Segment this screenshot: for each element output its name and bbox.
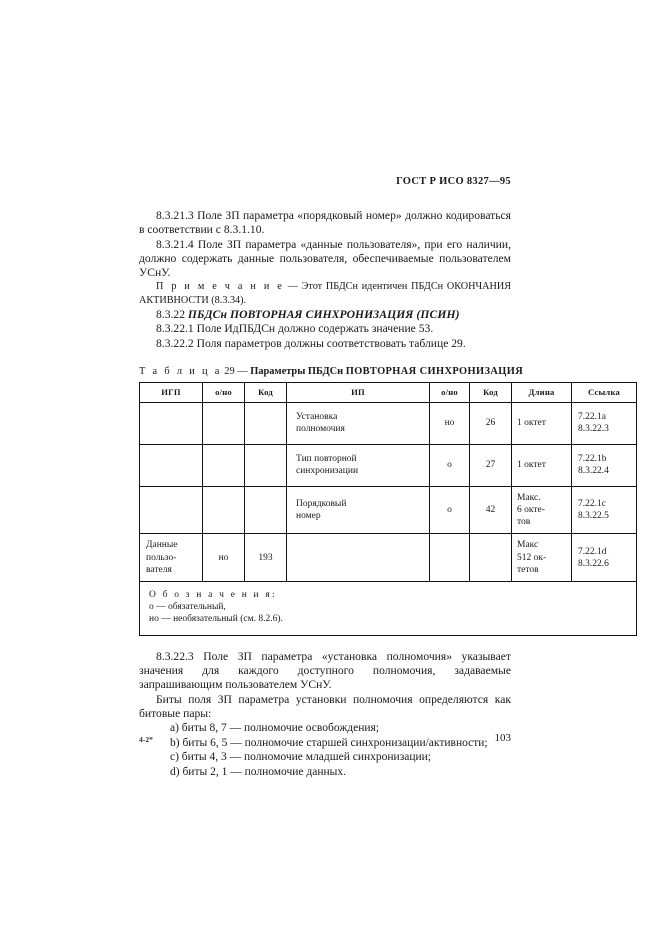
cell-line: вателя [146, 564, 172, 575]
cell-ip [287, 444, 430, 486]
cell-igp [140, 486, 203, 534]
page-footer [139, 732, 511, 749]
cell-ip-ono [430, 534, 470, 582]
clause-heading-8-3-22 [139, 308, 511, 323]
cell-line: Тип повторной [296, 454, 357, 465]
cell-reference [572, 444, 637, 486]
cell-ip [287, 534, 430, 582]
cell-igp [140, 444, 203, 486]
cell-line: 512 ок- [517, 552, 547, 563]
column-header-igp-ono: о/но [203, 382, 245, 402]
column-header-length: Длина [512, 382, 572, 402]
column-header-igp: ИГП [140, 382, 203, 402]
cell-line: Данные [146, 540, 178, 551]
table-caption-label: Т а б л и ц а [139, 365, 222, 377]
cell-ip-ono: о [430, 444, 470, 486]
cell-line: полномочия [296, 424, 345, 435]
table-legend-row [140, 582, 637, 636]
paragraph-8-3-22-1: 8.3.22.1 Поле ИдПБДСн должно содержать значение 53. [156, 322, 434, 336]
cell-reference [572, 402, 637, 444]
column-header-ip-code: Код [470, 382, 512, 402]
cell-line: 8.3.22.3 [578, 424, 609, 435]
table-body [140, 402, 637, 635]
paragraph-bits-intro: Биты поля ЗП параметра установки полномочия определяются как битовые пары: [139, 692, 511, 720]
cell-igp [140, 402, 203, 444]
cell-line: 8.3.22.6 [578, 558, 609, 569]
cell-igp-ono [203, 486, 245, 534]
cell-line: 7.22.1b [578, 454, 607, 465]
cell-reference [572, 486, 637, 534]
bit-pair-list [139, 721, 511, 779]
cell-igp-code: 193 [245, 534, 287, 582]
cell-line: Макс. [517, 492, 541, 503]
cell-line: Макс [517, 540, 539, 551]
clause-number: 8.3.22 [156, 307, 188, 321]
table-legend-cell [140, 582, 637, 636]
paragraph-8-3-22-3: 8.3.22.3 Поле ЗП параметра «установка полномочия» указывает значения для каждого доступного полномочия, задаваемые запрашивающим пользователем УСнУ. [139, 649, 511, 692]
cell-igp-ono [203, 402, 245, 444]
cell-length [512, 534, 572, 582]
cell-igp [140, 534, 203, 582]
cell-length [512, 402, 572, 444]
list-item: b) биты 6, 5 — полномочие старшей синхронизации/активности; [170, 736, 488, 749]
paragraph-8-3-21-4: 8.3.21.4 Поле ЗП параметра «данные пользователя», при его наличии, должно содержать данные пользователя, обеспечиваемые пользователем УСнУ. [139, 237, 511, 280]
cell-igp-ono: но [203, 534, 245, 582]
legend-line: но — необязательный (см. 8.2.6). [149, 614, 283, 625]
running-head: ГОСТ Р ИСО 8327—95 [396, 176, 511, 187]
clause-title: ПБДСн ПОВТОРНАЯ СИНХРОНИЗАЦИЯ (ПСИН) [187, 307, 460, 321]
cell-ip-ono: но [430, 402, 470, 444]
cell-igp-code [245, 402, 287, 444]
note-paragraph [139, 280, 511, 307]
page-content [139, 176, 620, 780]
table-caption-dash: — [234, 365, 251, 377]
cell-ip [287, 486, 430, 534]
cell-line: номер [296, 511, 321, 522]
table-caption-number: 29 [224, 365, 235, 377]
footer-signature: 4-2* [139, 735, 153, 744]
note-text: — Этот ПБДСн идентичен ПБДСн ОКОНЧАНИЯ АКТИВНОСТИ (8.3.34). [139, 281, 511, 307]
legend-line: о — обязательный, [149, 602, 226, 613]
legend-title: О б о з н а ч е н и я: [149, 590, 277, 601]
cell-line: 1 октет [517, 460, 546, 471]
cell-line: 7.22.1d [578, 546, 607, 557]
table-header-row [140, 382, 637, 402]
cell-ip-code: 42 [470, 486, 512, 534]
cell-length [512, 444, 572, 486]
cell-ip-code: 27 [470, 444, 512, 486]
cell-igp-ono [203, 444, 245, 486]
parameters-table [139, 382, 637, 636]
cell-ip-ono: о [430, 486, 470, 534]
cell-line: 7.22.1c [578, 498, 606, 509]
cell-line: 6 окте- [517, 505, 545, 516]
cell-line: 1 октет [517, 418, 546, 429]
cell-igp-code [245, 444, 287, 486]
cell-length [512, 486, 572, 534]
column-header-ip: ИП [287, 382, 430, 402]
cell-ip [287, 402, 430, 444]
note-label: П р и м е ч а н и е [156, 281, 284, 293]
table-row [140, 486, 637, 534]
column-header-igp-code: Код [245, 382, 287, 402]
list-item: c) биты 4, 3 — полномочие младшей синхронизации; [170, 751, 432, 764]
cell-line: 8.3.22.4 [578, 466, 609, 477]
cell-line: 7.22.1a [578, 412, 606, 423]
cell-line: Порядковый [296, 498, 347, 509]
table-row [140, 444, 637, 486]
cell-line: Установка [296, 412, 338, 423]
column-header-reference: Ссылка [572, 382, 637, 402]
cell-line: пользо- [146, 552, 177, 563]
cell-reference [572, 534, 637, 582]
paragraph-8-3-21-3: 8.3.21.3 Поле ЗП параметра «порядковый номер» должно кодироваться в соответствии с 8.3.1.10. [139, 209, 511, 237]
cell-ip-code: 26 [470, 402, 512, 444]
cell-line: тов [517, 517, 531, 528]
table-row [140, 534, 637, 582]
table-row [140, 402, 637, 444]
paragraph-8-3-22-2: 8.3.22.2 Поля параметров должны соответствовать таблице 29. [156, 336, 466, 350]
table-caption-title-caps: ПОВТОРНАЯ СИНХРОНИЗАЦИЯ [345, 365, 524, 377]
cell-line: синхронизации [296, 466, 359, 477]
cell-igp-code [245, 486, 287, 534]
table-caption-title: Параметры ПБДСн [250, 365, 344, 377]
table-caption [139, 365, 524, 378]
page-number: 103 [494, 732, 511, 744]
column-header-ip-ono: о/но [430, 382, 470, 402]
list-item: d) биты 2, 1 — полномочие данных. [170, 765, 347, 778]
cell-ip-code [470, 534, 512, 582]
list-item: a) биты 8, 7 — полномочие освобождения; [170, 722, 380, 735]
cell-line: тетов [517, 564, 539, 575]
cell-line: 8.3.22.5 [578, 511, 609, 522]
